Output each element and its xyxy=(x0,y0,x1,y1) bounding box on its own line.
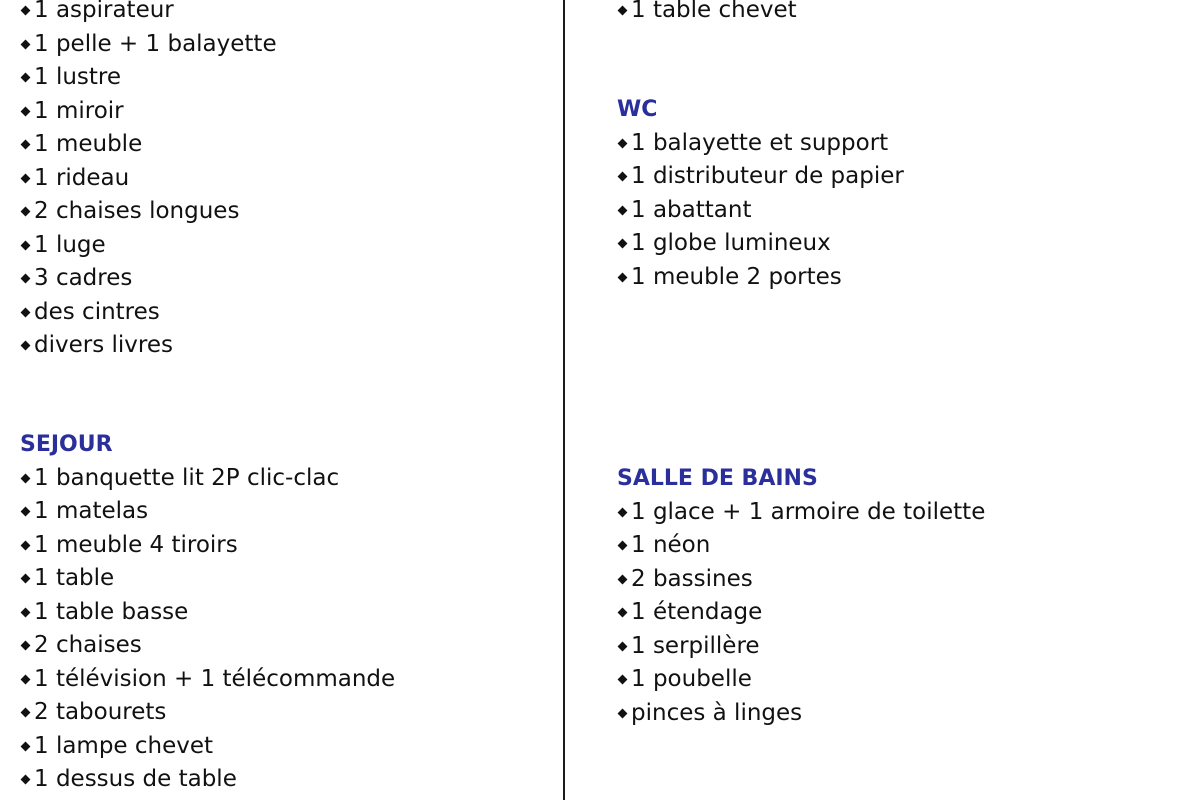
top-list-right xyxy=(617,0,1177,28)
diamond-bullet-icon xyxy=(618,574,628,584)
list-item xyxy=(20,296,540,330)
list-item xyxy=(617,596,1177,630)
section-heading: WC xyxy=(617,97,658,122)
list-item-text: 1 lampe chevet xyxy=(34,732,214,759)
list-item-text: 2 chaises longues xyxy=(34,198,240,224)
list-item xyxy=(617,160,1177,194)
list-item xyxy=(20,495,540,529)
list-item xyxy=(617,227,1177,261)
diamond-bullet-icon xyxy=(21,240,31,250)
section-wc xyxy=(617,93,1177,294)
diamond-bullet-icon xyxy=(21,540,31,550)
list-item-text: des cintres xyxy=(34,298,160,325)
list-item-text: 1 table xyxy=(34,565,115,591)
diamond-bullet-icon xyxy=(21,775,31,785)
list-item-text: 1 meuble 2 portes xyxy=(631,263,842,290)
list-item xyxy=(20,596,540,630)
list-item xyxy=(617,563,1177,597)
diamond-bullet-icon xyxy=(21,473,31,483)
list-item xyxy=(20,128,540,162)
list-item xyxy=(20,763,540,797)
diamond-bullet-icon xyxy=(21,207,31,217)
diamond-bullet-icon xyxy=(21,641,31,651)
list-item xyxy=(20,529,540,563)
list-item xyxy=(20,462,540,496)
list-item xyxy=(20,730,540,764)
top-list-left xyxy=(20,0,540,363)
list-item-text: 1 abattant xyxy=(631,196,752,223)
diamond-bullet-icon xyxy=(618,641,628,651)
section-heading: SEJOUR xyxy=(20,432,113,457)
list-item-text: 1 table basse xyxy=(34,598,189,625)
salle-de-bains-list xyxy=(617,496,1177,731)
list-item-text: 1 poubelle xyxy=(631,666,752,692)
list-item-text: 1 glace + 1 armoire de toilette xyxy=(631,498,986,525)
list-item-text: pinces à linges xyxy=(631,699,803,726)
list-item xyxy=(617,529,1177,563)
diamond-bullet-icon xyxy=(21,274,31,284)
list-item-text: 1 aspirateur xyxy=(34,0,174,23)
list-item-text: 1 pelle + 1 balayette xyxy=(34,30,277,57)
diamond-bullet-icon xyxy=(618,239,628,249)
list-item xyxy=(20,262,540,296)
list-item xyxy=(20,329,540,363)
list-item-text: 2 bassines xyxy=(631,565,753,592)
diamond-bullet-icon xyxy=(21,341,31,351)
list-item-text: 1 étendage xyxy=(631,599,763,625)
list-item xyxy=(20,696,540,730)
diamond-bullet-icon xyxy=(618,205,628,215)
list-item-text: 1 matelas xyxy=(34,498,149,524)
diamond-bullet-icon xyxy=(618,6,628,16)
diamond-bullet-icon xyxy=(21,574,31,584)
section-heading: SALLE DE BAINS xyxy=(617,466,818,491)
diamond-bullet-icon xyxy=(21,708,31,718)
list-item xyxy=(20,0,540,28)
diamond-bullet-icon xyxy=(618,608,628,618)
list-item-text: 2 chaises xyxy=(34,632,142,658)
diamond-bullet-icon xyxy=(618,138,628,148)
diamond-bullet-icon xyxy=(21,307,31,317)
diamond-bullet-icon xyxy=(618,272,628,282)
list-item-text: 1 balayette et support xyxy=(631,129,889,156)
section-sejour xyxy=(20,428,540,797)
diamond-bullet-icon xyxy=(618,708,628,718)
list-item-text: 1 luge xyxy=(34,231,106,258)
list-item xyxy=(20,28,540,62)
list-item-text: 1 meuble 4 tiroirs xyxy=(34,531,238,558)
list-item-text: 1 néon xyxy=(631,532,711,558)
list-item-text: 1 meuble xyxy=(34,131,143,157)
list-item-text: 1 serpillère xyxy=(631,632,760,659)
diamond-bullet-icon xyxy=(21,39,31,49)
section-salle-de-bains xyxy=(617,462,1177,730)
list-item xyxy=(617,697,1177,731)
right-column xyxy=(617,0,1177,800)
list-item xyxy=(617,630,1177,664)
list-item-text: 1 globe lumineux xyxy=(631,230,831,256)
list-item-text: 1 dessus de table xyxy=(34,766,237,792)
diamond-bullet-icon xyxy=(21,140,31,150)
diamond-bullet-icon xyxy=(618,541,628,551)
diamond-bullet-icon xyxy=(21,173,31,183)
list-item xyxy=(617,127,1177,161)
diamond-bullet-icon xyxy=(618,172,628,182)
list-item xyxy=(617,0,1177,28)
list-item-text: 1 banquette lit 2P clic-clac xyxy=(34,464,340,491)
diamond-bullet-icon xyxy=(21,674,31,684)
list-item xyxy=(617,261,1177,295)
list-item-text: 3 cadres xyxy=(34,265,133,291)
diamond-bullet-icon xyxy=(21,6,31,16)
list-item-text: 1 lustre xyxy=(34,64,122,90)
list-item-text: 2 tabourets xyxy=(34,699,167,725)
list-item-text: divers livres xyxy=(34,332,173,358)
list-item-text: 1 miroir xyxy=(34,97,124,124)
list-item xyxy=(20,95,540,129)
list-item-text: 1 télévision + 1 télécommande xyxy=(34,665,396,692)
diamond-bullet-icon xyxy=(618,675,628,685)
wc-list xyxy=(617,127,1177,295)
list-item xyxy=(617,496,1177,530)
list-item xyxy=(20,162,540,196)
list-item xyxy=(20,629,540,663)
list-item-text: 1 rideau xyxy=(34,164,130,191)
left-column xyxy=(20,0,540,800)
diamond-bullet-icon xyxy=(21,73,31,83)
diamond-bullet-icon xyxy=(21,106,31,116)
list-item-text: 1 distributeur de papier xyxy=(631,163,904,189)
diamond-bullet-icon xyxy=(21,741,31,751)
sejour-list xyxy=(20,462,540,797)
list-item xyxy=(617,194,1177,228)
list-item xyxy=(20,562,540,596)
list-item xyxy=(20,195,540,229)
list-item xyxy=(617,663,1177,697)
diamond-bullet-icon xyxy=(21,507,31,517)
list-item-text: 1 table chevet xyxy=(631,0,797,23)
list-item xyxy=(20,663,540,697)
column-divider xyxy=(563,0,565,800)
list-item xyxy=(20,61,540,95)
list-item xyxy=(20,229,540,263)
diamond-bullet-icon xyxy=(618,507,628,517)
diamond-bullet-icon xyxy=(21,607,31,617)
